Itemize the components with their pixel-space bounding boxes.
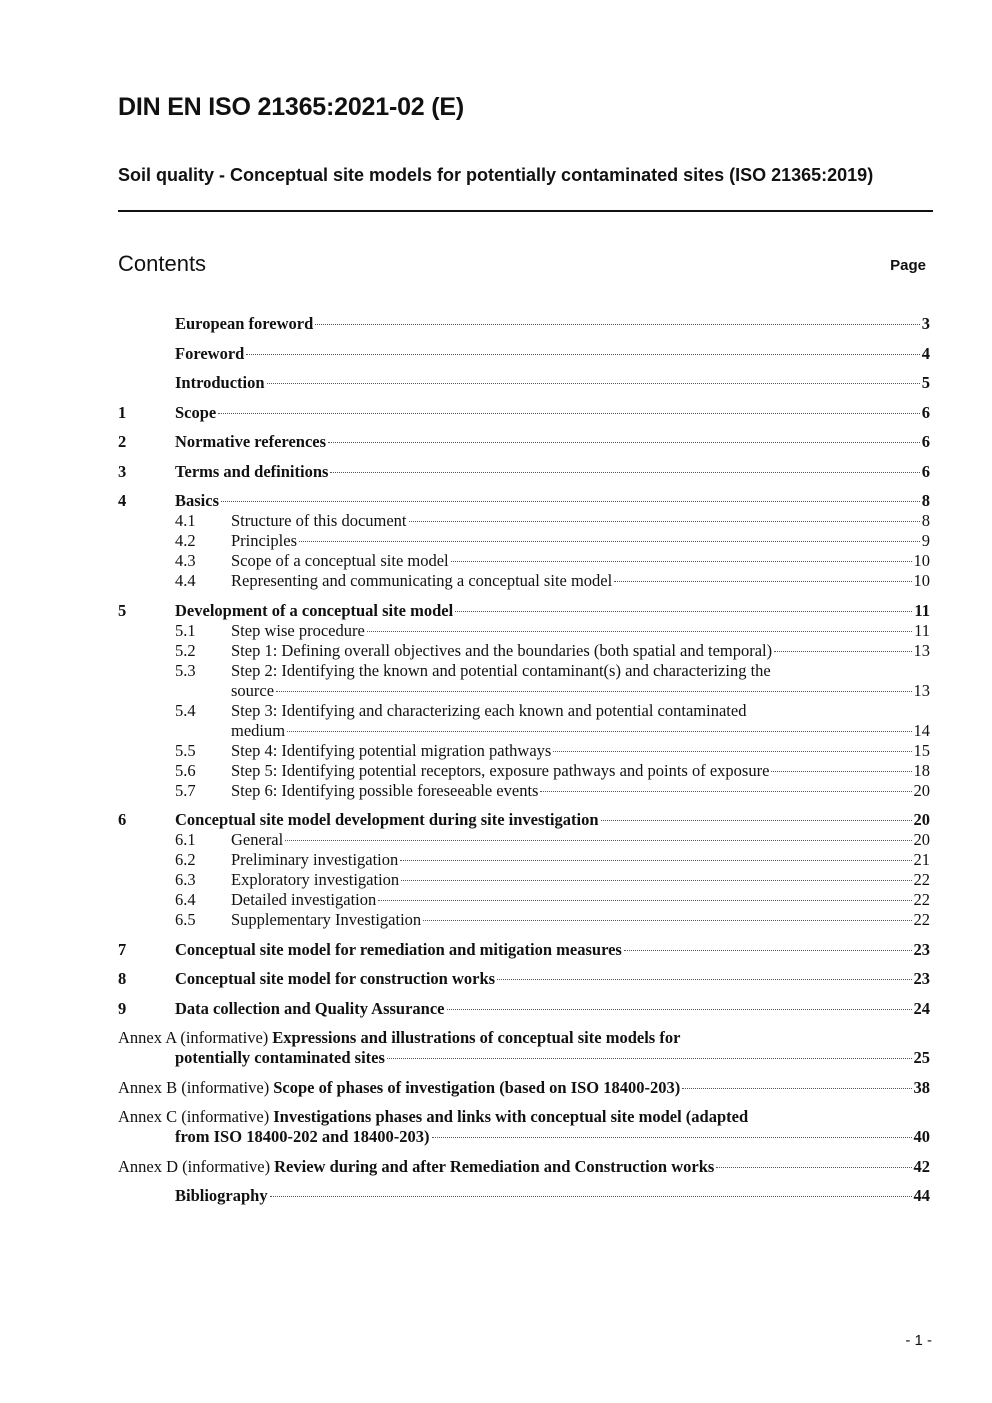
toc-entry[interactable] [118,531,930,551]
dot-leader [624,950,912,951]
toc-line [118,491,930,511]
dot-leader [387,1058,912,1059]
entry-title[interactable]: Normative references [175,432,327,451]
dot-leader [423,920,911,921]
page-ref[interactable]: 5 [921,373,930,392]
entry-title[interactable]: Step 3: Identifying and characterizing each known and potential contaminated [231,700,747,720]
entry-title-continued[interactable]: from ISO 18400-202 and 18400-203) [175,1127,430,1146]
entry-title[interactable]: Exploratory investigation [231,870,400,889]
entry-title[interactable]: Step 2: Identifying the known and potential contaminant(s) and characterizing the [231,660,771,680]
toc-line [118,810,930,830]
toc-entry[interactable] [118,571,930,591]
page-ref[interactable]: 15 [913,740,930,760]
dot-leader [276,691,911,692]
toc-line-continued [118,1048,930,1068]
entry-title[interactable]: Step 1: Defining overall objectives and the boundaries (both spatial and temporal) [231,640,773,660]
toc-line [118,781,930,801]
toc-entry[interactable] [118,830,930,850]
toc-entry[interactable] [118,1107,930,1147]
toc-entry[interactable] [118,661,930,701]
page-ref[interactable]: 9 [921,531,930,550]
section-number: 3 [118,461,127,481]
toc-entry[interactable] [118,432,930,452]
section-number: 6.5 [175,910,196,929]
toc-line [118,741,930,761]
toc-line [118,403,930,423]
section-number: 4.3 [175,551,196,570]
dot-leader [497,979,911,980]
dot-leader [601,820,912,821]
toc-line [118,373,930,393]
page-ref[interactable]: 40 [913,1127,930,1146]
toc-entry[interactable] [118,741,930,761]
section-number: 8 [118,969,127,988]
toc-entry[interactable] [118,969,930,989]
page-ref[interactable]: 20 [913,830,930,849]
dot-leader [614,581,911,582]
toc-line [118,344,930,364]
entry-title[interactable]: European foreword [175,314,314,333]
title-divider [118,210,933,212]
entry-title[interactable]: Investigations phases and links with conceptual site model (adapted [273,1107,749,1126]
toc-entry[interactable] [118,1078,930,1098]
section-number: 5.7 [175,780,196,800]
dot-leader [285,840,911,841]
page-ref[interactable]: 14 [913,720,930,740]
section-number: 5.4 [175,700,196,720]
toc-line [118,551,930,571]
toc-line [118,701,930,721]
dot-leader [716,1167,911,1168]
entry-title[interactable]: Step 5: Identifying potential receptors, exposure pathways and points of exposure [231,760,770,780]
entry-title[interactable]: Review during and after Remediation and Construction works [274,1156,715,1176]
page-ref[interactable]: 24 [913,998,930,1018]
page-ref[interactable]: 23 [913,939,930,959]
document-subtitle: Soil quality - Conceptual site models for potentially contaminated sites (ISO 21365:2019) [118,165,874,185]
toc-entry[interactable] [118,1028,930,1068]
toc-entry[interactable] [118,781,930,801]
annex-label: Annex A (informative) [118,1028,269,1047]
toc-entry[interactable] [118,601,930,621]
toc-line [118,661,930,681]
entry-title[interactable]: Step 4: Identifying potential migration pathways [231,740,552,760]
section-number: 5 [118,600,127,620]
dot-leader [451,561,912,562]
section-number: 6.3 [175,870,196,889]
toc-entry[interactable] [118,810,930,830]
dot-leader [218,413,920,414]
section-number: 4.2 [175,531,196,550]
dot-leader [315,324,919,325]
section-number: 6.2 [175,850,196,869]
dot-leader [540,791,911,792]
toc-line [118,870,930,890]
table-of-contents [118,314,930,1206]
annex-label: Annex C (informative) [118,1107,270,1126]
toc-entry[interactable] [118,1157,930,1177]
entry-title[interactable]: Detailed investigation [231,890,377,909]
dot-leader [287,731,911,732]
toc-entry[interactable] [118,1186,930,1206]
entry-title[interactable]: Structure of this document [231,511,407,530]
entry-title[interactable]: Foreword [175,343,245,363]
page-ref[interactable]: 11 [914,600,930,620]
dot-leader [553,751,911,752]
entry-title[interactable]: Basics [175,491,220,510]
entry-title[interactable]: Bibliography [175,1186,268,1205]
entry-title[interactable]: Scope of phases of investigation (based on ISO 18400-203) [273,1077,681,1097]
toc-entry[interactable] [118,870,930,890]
section-number: 5.1 [175,620,196,640]
toc-line [118,432,930,452]
annex-label: Annex D (informative) [118,1156,271,1176]
toc-line-continued [118,681,930,701]
dot-leader [400,860,911,861]
entry-title[interactable]: Scope of a conceptual site model [231,551,449,570]
toc-line [118,1157,930,1177]
section-number: 5.2 [175,640,196,660]
toc-entry[interactable] [118,761,930,781]
page-ref[interactable]: 3 [921,314,930,333]
toc-line [118,1186,930,1206]
toc-line [118,601,930,621]
toc-entry[interactable] [118,344,930,364]
section-number: 5.3 [175,660,196,680]
toc-entry[interactable] [118,850,930,870]
toc-entry[interactable] [118,462,930,482]
dot-leader [682,1088,911,1089]
entry-title[interactable]: Step wise procedure [231,620,365,640]
page-ref[interactable]: 4 [921,343,930,363]
toc-line [118,531,930,551]
toc-line [118,830,930,850]
dot-leader [246,354,919,355]
entry-title[interactable]: Principles [231,531,297,550]
page-ref[interactable]: 22 [913,890,930,909]
toc-entry[interactable] [118,621,930,641]
entry-title-continued[interactable]: potentially contaminated sites [175,1048,385,1067]
entry-title[interactable]: Data collection and Quality Assurance [175,998,445,1018]
page-ref[interactable]: 10 [913,551,930,570]
page-ref[interactable]: 6 [921,402,930,422]
dot-leader [328,442,920,443]
section-number: 5.6 [175,760,196,780]
toc-line [118,571,930,591]
entry-title[interactable]: Terms and definitions [175,461,329,481]
toc-line [118,761,930,781]
toc-entry[interactable] [118,701,930,741]
entry-title[interactable]: Conceptual site model development during site investigation [175,810,599,829]
section-number: 1 [118,402,127,422]
dot-leader [378,900,911,901]
dot-leader [401,880,911,881]
toc-entry[interactable] [118,551,930,571]
dot-leader [221,501,920,502]
dot-leader [330,472,919,473]
toc-line [118,999,930,1019]
section-number: 6.1 [175,830,196,849]
page-ref[interactable]: 11 [914,620,930,640]
page-ref[interactable]: 25 [913,1048,930,1067]
toc-line [118,621,930,641]
entry-title[interactable]: Introduction [175,373,265,392]
toc-line [118,969,930,989]
page-ref[interactable]: 20 [913,780,930,800]
dot-leader [367,631,912,632]
page-column-heading: Page [890,257,926,274]
toc-entry[interactable] [118,373,930,393]
toc-entry[interactable] [118,403,930,423]
dot-leader [774,651,911,652]
toc-line [118,462,930,482]
toc-line [118,910,930,930]
section-number: 7 [118,939,127,959]
entry-title-continued[interactable]: source [231,680,275,700]
page-ref[interactable]: 21 [913,850,930,869]
toc-line [118,1028,930,1048]
section-number: 4 [118,491,127,510]
dot-leader [267,383,920,384]
page-ref[interactable]: 18 [913,760,930,780]
toc-line-continued [118,1127,930,1147]
entry-title[interactable]: Preliminary investigation [231,850,399,869]
page-ref[interactable]: 6 [921,432,930,451]
page-ref[interactable]: 10 [913,571,930,590]
toc-line [118,1107,930,1127]
document-id: DIN EN ISO 21365:2021-02 (E) [118,93,464,121]
entry-title[interactable]: Step 6: Identifying possible foreseeable events [231,780,539,800]
dot-leader [432,1137,912,1138]
page-ref[interactable]: 44 [913,1186,930,1205]
toc-entry[interactable] [118,940,930,960]
dot-leader [299,541,920,542]
entry-title[interactable]: Representing and communicating a conceptual site model [231,571,613,590]
section-number: 9 [118,998,127,1018]
page-ref[interactable]: 23 [913,969,930,988]
toc-line [118,1078,930,1098]
dot-leader [447,1009,912,1010]
toc-entry[interactable] [118,910,930,930]
toc-entry[interactable] [118,890,930,910]
page-ref[interactable]: 22 [913,870,930,889]
section-number: 5.5 [175,740,196,760]
page-ref[interactable]: 22 [913,910,930,929]
entry-title[interactable]: Conceptual site model for construction works [175,969,496,988]
page-ref[interactable]: 13 [913,680,930,700]
annex-label: Annex B (informative) [118,1077,270,1097]
toc-line [118,850,930,870]
toc-entry[interactable] [118,491,930,511]
toc-entry[interactable] [118,641,930,661]
toc-line [118,511,930,531]
page-ref[interactable]: 8 [921,511,930,530]
toc-line [118,314,930,334]
entry-title[interactable]: Development of a conceptual site model [175,600,454,620]
dot-leader [409,521,920,522]
toc-line-continued [118,721,930,741]
page-ref[interactable]: 42 [913,1156,930,1176]
toc-line [118,890,930,910]
section-number: 4.4 [175,571,196,590]
toc-entry[interactable] [118,999,930,1019]
toc-entry[interactable] [118,511,930,531]
entry-title[interactable]: General [231,830,284,849]
entry-title-continued[interactable]: medium [231,720,286,740]
toc-entry[interactable] [118,314,930,334]
entry-title[interactable]: Supplementary Investigation [231,910,422,929]
entry-title[interactable]: Scope [175,402,217,422]
entry-title[interactable]: Conceptual site model for remediation and mitigation measures [175,939,622,959]
entry-title[interactable]: Expressions and illustrations of conceptual site models for [272,1028,681,1047]
section-number: 6.4 [175,890,196,909]
section-number: 2 [118,432,127,451]
toc-line [118,940,930,960]
section-number: 6 [118,810,127,829]
page-number: - 1 - [905,1332,932,1349]
toc-line [118,641,930,661]
section-number: 4.1 [175,511,196,530]
page-ref[interactable]: 6 [921,461,930,481]
dot-leader [455,611,912,612]
page-ref[interactable]: 38 [913,1077,930,1097]
page-ref[interactable]: 20 [913,810,930,829]
contents-heading: Contents [118,251,207,276]
dot-leader [270,1196,912,1197]
page-ref[interactable]: 13 [913,640,930,660]
page-ref[interactable]: 8 [921,491,930,510]
dot-leader [771,771,911,772]
